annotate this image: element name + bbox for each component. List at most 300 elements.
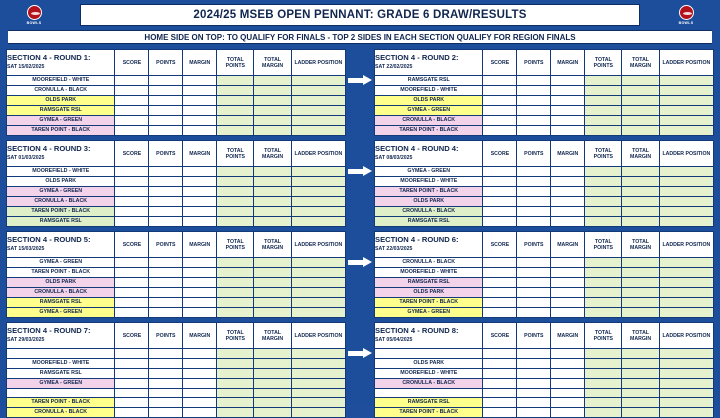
result-cell[interactable] <box>585 278 622 288</box>
result-cell[interactable] <box>115 368 149 378</box>
result-cell[interactable] <box>585 398 622 408</box>
result-cell[interactable] <box>551 258 585 268</box>
result-cell[interactable] <box>585 288 622 298</box>
result-cell[interactable] <box>551 106 585 116</box>
result-cell[interactable] <box>622 217 659 227</box>
result-cell[interactable] <box>217 126 254 136</box>
result-cell[interactable] <box>217 177 254 187</box>
result-cell[interactable] <box>517 288 551 298</box>
result-cell[interactable] <box>659 116 713 126</box>
result-cell[interactable] <box>149 308 183 318</box>
result-cell[interactable] <box>659 308 713 318</box>
result-cell[interactable] <box>517 358 551 368</box>
result-cell[interactable] <box>551 358 585 368</box>
result-cell[interactable] <box>254 76 291 86</box>
result-cell[interactable] <box>115 308 149 318</box>
result-cell[interactable] <box>585 126 622 136</box>
result-cell[interactable] <box>483 349 517 359</box>
result-cell[interactable] <box>115 96 149 106</box>
result-cell[interactable] <box>622 197 659 207</box>
result-cell[interactable] <box>551 96 585 106</box>
result-cell[interactable] <box>517 368 551 378</box>
result-cell[interactable] <box>149 217 183 227</box>
result-cell[interactable] <box>517 378 551 388</box>
result-cell[interactable] <box>517 76 551 86</box>
result-cell[interactable] <box>149 298 183 308</box>
result-cell[interactable] <box>622 378 659 388</box>
result-cell[interactable] <box>217 207 254 217</box>
result-cell[interactable] <box>659 197 713 207</box>
result-cell[interactable] <box>483 298 517 308</box>
result-cell[interactable] <box>622 278 659 288</box>
result-cell[interactable] <box>659 358 713 368</box>
result-cell[interactable] <box>622 398 659 408</box>
result-cell[interactable] <box>585 308 622 318</box>
result-cell[interactable] <box>217 76 254 86</box>
result-cell[interactable] <box>254 116 291 126</box>
result-cell[interactable] <box>585 217 622 227</box>
result-cell[interactable] <box>483 368 517 378</box>
result-cell[interactable] <box>291 86 345 96</box>
result-cell[interactable] <box>254 378 291 388</box>
result-cell[interactable] <box>585 378 622 388</box>
result-cell[interactable] <box>291 96 345 106</box>
result-cell[interactable] <box>183 116 217 126</box>
result-cell[interactable] <box>115 358 149 368</box>
result-cell[interactable] <box>551 86 585 96</box>
result-cell[interactable] <box>551 388 585 398</box>
result-cell[interactable] <box>217 358 254 368</box>
result-cell[interactable] <box>291 398 345 408</box>
result-cell[interactable] <box>115 378 149 388</box>
result-cell[interactable] <box>585 258 622 268</box>
result-cell[interactable] <box>183 408 217 418</box>
result-cell[interactable] <box>483 398 517 408</box>
result-cell[interactable] <box>551 217 585 227</box>
result-cell[interactable] <box>483 187 517 197</box>
result-cell[interactable] <box>659 298 713 308</box>
result-cell[interactable] <box>551 368 585 378</box>
result-cell[interactable] <box>551 167 585 177</box>
result-cell[interactable] <box>517 308 551 318</box>
result-cell[interactable] <box>183 268 217 278</box>
result-cell[interactable] <box>115 388 149 398</box>
result-cell[interactable] <box>115 298 149 308</box>
result-cell[interactable] <box>551 268 585 278</box>
result-cell[interactable] <box>115 106 149 116</box>
result-cell[interactable] <box>551 116 585 126</box>
result-cell[interactable] <box>483 278 517 288</box>
result-cell[interactable] <box>622 177 659 187</box>
result-cell[interactable] <box>585 388 622 398</box>
result-cell[interactable] <box>551 197 585 207</box>
result-cell[interactable] <box>254 258 291 268</box>
result-cell[interactable] <box>217 268 254 278</box>
result-cell[interactable] <box>254 197 291 207</box>
result-cell[interactable] <box>483 308 517 318</box>
result-cell[interactable] <box>585 268 622 278</box>
result-cell[interactable] <box>483 358 517 368</box>
result-cell[interactable] <box>585 207 622 217</box>
result-cell[interactable] <box>115 116 149 126</box>
result-cell[interactable] <box>483 96 517 106</box>
result-cell[interactable] <box>183 177 217 187</box>
result-cell[interactable] <box>254 349 291 359</box>
result-cell[interactable] <box>217 308 254 318</box>
result-cell[interactable] <box>622 116 659 126</box>
result-cell[interactable] <box>291 197 345 207</box>
result-cell[interactable] <box>622 207 659 217</box>
result-cell[interactable] <box>659 278 713 288</box>
result-cell[interactable] <box>254 308 291 318</box>
result-cell[interactable] <box>622 76 659 86</box>
result-cell[interactable] <box>183 126 217 136</box>
result-cell[interactable] <box>483 258 517 268</box>
result-cell[interactable] <box>483 106 517 116</box>
result-cell[interactable] <box>183 106 217 116</box>
result-cell[interactable] <box>517 349 551 359</box>
result-cell[interactable] <box>217 167 254 177</box>
result-cell[interactable] <box>291 358 345 368</box>
result-cell[interactable] <box>149 167 183 177</box>
result-cell[interactable] <box>149 187 183 197</box>
result-cell[interactable] <box>517 187 551 197</box>
result-cell[interactable] <box>149 398 183 408</box>
result-cell[interactable] <box>217 288 254 298</box>
result-cell[interactable] <box>659 207 713 217</box>
result-cell[interactable] <box>149 76 183 86</box>
result-cell[interactable] <box>149 177 183 187</box>
result-cell[interactable] <box>149 116 183 126</box>
result-cell[interactable] <box>517 177 551 187</box>
result-cell[interactable] <box>217 197 254 207</box>
result-cell[interactable] <box>551 378 585 388</box>
result-cell[interactable] <box>115 167 149 177</box>
result-cell[interactable] <box>659 288 713 298</box>
result-cell[interactable] <box>254 298 291 308</box>
result-cell[interactable] <box>217 349 254 359</box>
result-cell[interactable] <box>254 278 291 288</box>
result-cell[interactable] <box>115 126 149 136</box>
result-cell[interactable] <box>254 388 291 398</box>
result-cell[interactable] <box>291 368 345 378</box>
result-cell[interactable] <box>254 408 291 418</box>
result-cell[interactable] <box>483 207 517 217</box>
result-cell[interactable] <box>291 408 345 418</box>
result-cell[interactable] <box>551 76 585 86</box>
result-cell[interactable] <box>254 217 291 227</box>
result-cell[interactable] <box>585 96 622 106</box>
result-cell[interactable] <box>149 388 183 398</box>
result-cell[interactable] <box>183 378 217 388</box>
result-cell[interactable] <box>254 106 291 116</box>
result-cell[interactable] <box>517 388 551 398</box>
result-cell[interactable] <box>217 278 254 288</box>
result-cell[interactable] <box>659 126 713 136</box>
result-cell[interactable] <box>183 288 217 298</box>
result-cell[interactable] <box>183 308 217 318</box>
result-cell[interactable] <box>585 408 622 418</box>
result-cell[interactable] <box>149 378 183 388</box>
result-cell[interactable] <box>254 288 291 298</box>
result-cell[interactable] <box>149 268 183 278</box>
result-cell[interactable] <box>551 177 585 187</box>
result-cell[interactable] <box>659 177 713 187</box>
result-cell[interactable] <box>254 126 291 136</box>
result-cell[interactable] <box>183 96 217 106</box>
result-cell[interactable] <box>622 298 659 308</box>
result-cell[interactable] <box>217 298 254 308</box>
result-cell[interactable] <box>149 349 183 359</box>
result-cell[interactable] <box>183 258 217 268</box>
result-cell[interactable] <box>551 349 585 359</box>
result-cell[interactable] <box>115 187 149 197</box>
result-cell[interactable] <box>551 187 585 197</box>
result-cell[interactable] <box>291 388 345 398</box>
result-cell[interactable] <box>115 177 149 187</box>
result-cell[interactable] <box>115 398 149 408</box>
result-cell[interactable] <box>551 298 585 308</box>
result-cell[interactable] <box>517 106 551 116</box>
result-cell[interactable] <box>149 197 183 207</box>
result-cell[interactable] <box>622 106 659 116</box>
result-cell[interactable] <box>149 408 183 418</box>
result-cell[interactable] <box>622 96 659 106</box>
result-cell[interactable] <box>483 288 517 298</box>
result-cell[interactable] <box>115 268 149 278</box>
result-cell[interactable] <box>517 217 551 227</box>
result-cell[interactable] <box>149 368 183 378</box>
result-cell[interactable] <box>217 187 254 197</box>
result-cell[interactable] <box>115 86 149 96</box>
result-cell[interactable] <box>217 86 254 96</box>
result-cell[interactable] <box>659 408 713 418</box>
result-cell[interactable] <box>622 268 659 278</box>
result-cell[interactable] <box>585 167 622 177</box>
result-cell[interactable] <box>517 258 551 268</box>
result-cell[interactable] <box>149 126 183 136</box>
result-cell[interactable] <box>585 368 622 378</box>
result-cell[interactable] <box>483 126 517 136</box>
result-cell[interactable] <box>483 217 517 227</box>
result-cell[interactable] <box>217 116 254 126</box>
result-cell[interactable] <box>551 408 585 418</box>
result-cell[interactable] <box>622 187 659 197</box>
result-cell[interactable] <box>585 349 622 359</box>
result-cell[interactable] <box>183 217 217 227</box>
result-cell[interactable] <box>183 388 217 398</box>
result-cell[interactable] <box>483 378 517 388</box>
result-cell[interactable] <box>291 349 345 359</box>
result-cell[interactable] <box>254 177 291 187</box>
result-cell[interactable] <box>115 278 149 288</box>
result-cell[interactable] <box>659 388 713 398</box>
result-cell[interactable] <box>551 126 585 136</box>
result-cell[interactable] <box>217 408 254 418</box>
result-cell[interactable] <box>217 217 254 227</box>
result-cell[interactable] <box>291 268 345 278</box>
result-cell[interactable] <box>517 116 551 126</box>
result-cell[interactable] <box>291 298 345 308</box>
result-cell[interactable] <box>483 408 517 418</box>
result-cell[interactable] <box>217 96 254 106</box>
result-cell[interactable] <box>254 398 291 408</box>
result-cell[interactable] <box>483 268 517 278</box>
result-cell[interactable] <box>585 358 622 368</box>
result-cell[interactable] <box>517 126 551 136</box>
result-cell[interactable] <box>291 167 345 177</box>
result-cell[interactable] <box>517 86 551 96</box>
result-cell[interactable] <box>585 197 622 207</box>
result-cell[interactable] <box>622 308 659 318</box>
result-cell[interactable] <box>115 288 149 298</box>
result-cell[interactable] <box>659 217 713 227</box>
result-cell[interactable] <box>183 298 217 308</box>
result-cell[interactable] <box>183 349 217 359</box>
result-cell[interactable] <box>115 207 149 217</box>
result-cell[interactable] <box>254 187 291 197</box>
result-cell[interactable] <box>115 349 149 359</box>
result-cell[interactable] <box>183 86 217 96</box>
result-cell[interactable] <box>551 207 585 217</box>
result-cell[interactable] <box>517 167 551 177</box>
result-cell[interactable] <box>149 288 183 298</box>
result-cell[interactable] <box>149 86 183 96</box>
result-cell[interactable] <box>291 116 345 126</box>
result-cell[interactable] <box>291 126 345 136</box>
result-cell[interactable] <box>659 398 713 408</box>
result-cell[interactable] <box>183 278 217 288</box>
result-cell[interactable] <box>183 207 217 217</box>
result-cell[interactable] <box>254 86 291 96</box>
result-cell[interactable] <box>517 96 551 106</box>
result-cell[interactable] <box>115 197 149 207</box>
result-cell[interactable] <box>659 167 713 177</box>
result-cell[interactable] <box>149 278 183 288</box>
result-cell[interactable] <box>585 187 622 197</box>
result-cell[interactable] <box>585 298 622 308</box>
result-cell[interactable] <box>585 177 622 187</box>
result-cell[interactable] <box>585 76 622 86</box>
result-cell[interactable] <box>551 278 585 288</box>
result-cell[interactable] <box>291 207 345 217</box>
result-cell[interactable] <box>622 288 659 298</box>
result-cell[interactable] <box>254 167 291 177</box>
result-cell[interactable] <box>517 398 551 408</box>
result-cell[interactable] <box>585 86 622 96</box>
result-cell[interactable] <box>291 258 345 268</box>
result-cell[interactable] <box>291 378 345 388</box>
result-cell[interactable] <box>183 197 217 207</box>
result-cell[interactable] <box>659 368 713 378</box>
result-cell[interactable] <box>115 258 149 268</box>
result-cell[interactable] <box>517 268 551 278</box>
result-cell[interactable] <box>115 217 149 227</box>
result-cell[interactable] <box>291 177 345 187</box>
result-cell[interactable] <box>254 207 291 217</box>
result-cell[interactable] <box>551 398 585 408</box>
result-cell[interactable] <box>622 368 659 378</box>
result-cell[interactable] <box>483 86 517 96</box>
result-cell[interactable] <box>291 217 345 227</box>
result-cell[interactable] <box>115 408 149 418</box>
result-cell[interactable] <box>517 408 551 418</box>
result-cell[interactable] <box>551 308 585 318</box>
result-cell[interactable] <box>291 76 345 86</box>
result-cell[interactable] <box>291 106 345 116</box>
result-cell[interactable] <box>659 349 713 359</box>
result-cell[interactable] <box>622 86 659 96</box>
result-cell[interactable] <box>291 308 345 318</box>
result-cell[interactable] <box>217 106 254 116</box>
result-cell[interactable] <box>291 278 345 288</box>
result-cell[interactable] <box>483 197 517 207</box>
result-cell[interactable] <box>622 408 659 418</box>
result-cell[interactable] <box>659 76 713 86</box>
result-cell[interactable] <box>483 116 517 126</box>
result-cell[interactable] <box>183 76 217 86</box>
result-cell[interactable] <box>622 167 659 177</box>
result-cell[interactable] <box>585 106 622 116</box>
result-cell[interactable] <box>183 167 217 177</box>
result-cell[interactable] <box>217 388 254 398</box>
result-cell[interactable] <box>622 358 659 368</box>
result-cell[interactable] <box>483 167 517 177</box>
result-cell[interactable] <box>149 258 183 268</box>
result-cell[interactable] <box>483 177 517 187</box>
result-cell[interactable] <box>217 368 254 378</box>
result-cell[interactable] <box>115 76 149 86</box>
result-cell[interactable] <box>217 378 254 388</box>
result-cell[interactable] <box>254 368 291 378</box>
result-cell[interactable] <box>659 258 713 268</box>
result-cell[interactable] <box>659 378 713 388</box>
result-cell[interactable] <box>517 278 551 288</box>
result-cell[interactable] <box>254 358 291 368</box>
result-cell[interactable] <box>622 126 659 136</box>
result-cell[interactable] <box>149 358 183 368</box>
result-cell[interactable] <box>483 388 517 398</box>
result-cell[interactable] <box>659 187 713 197</box>
result-cell[interactable] <box>217 398 254 408</box>
result-cell[interactable] <box>254 96 291 106</box>
result-cell[interactable] <box>183 187 217 197</box>
result-cell[interactable] <box>659 96 713 106</box>
result-cell[interactable] <box>183 398 217 408</box>
result-cell[interactable] <box>149 106 183 116</box>
result-cell[interactable] <box>622 258 659 268</box>
result-cell[interactable] <box>659 268 713 278</box>
result-cell[interactable] <box>551 288 585 298</box>
result-cell[interactable] <box>149 96 183 106</box>
result-cell[interactable] <box>483 76 517 86</box>
result-cell[interactable] <box>183 358 217 368</box>
result-cell[interactable] <box>517 197 551 207</box>
result-cell[interactable] <box>585 116 622 126</box>
result-cell[interactable] <box>517 298 551 308</box>
result-cell[interactable] <box>622 388 659 398</box>
result-cell[interactable] <box>659 86 713 96</box>
result-cell[interactable] <box>183 368 217 378</box>
result-cell[interactable] <box>517 207 551 217</box>
result-cell[interactable] <box>149 207 183 217</box>
result-cell[interactable] <box>659 106 713 116</box>
result-cell[interactable] <box>217 258 254 268</box>
result-cell[interactable] <box>622 349 659 359</box>
result-cell[interactable] <box>291 187 345 197</box>
result-cell[interactable] <box>291 288 345 298</box>
result-cell[interactable] <box>254 268 291 278</box>
